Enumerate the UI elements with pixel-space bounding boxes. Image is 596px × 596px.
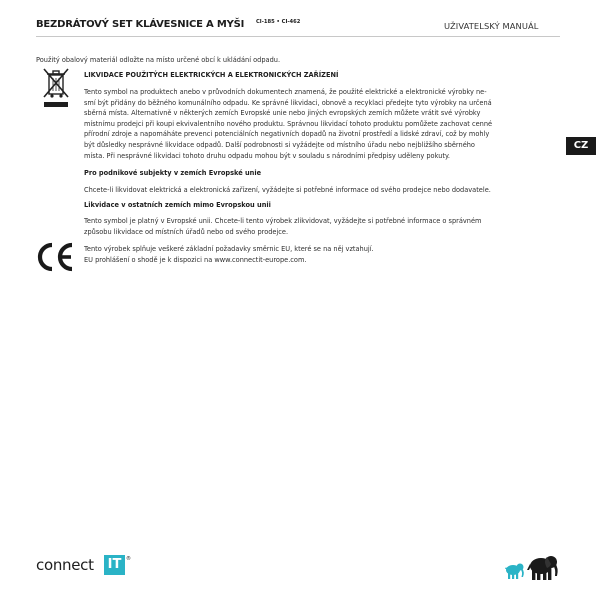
paragraph-line: místa. Při nesprávné likvidaci tohoto druhu odpadu mohou být v souladu s národními předpisy uděleny pokuty. <box>84 151 451 160</box>
elephant-mascot-icon <box>503 552 561 586</box>
paragraph-line: místnímu prodejci při koupi ekvivalentního nového produktu. Správnou likvidací tohoto produktu pomůžete zachovat cenné <box>84 119 493 128</box>
paragraph-line: Tento symbol je platný v Evropské unii. Chcete-li tento výrobek zlikvidovat, vyžádejte si potřebné informace o správném <box>84 217 482 225</box>
weee-crossed-bin-icon <box>40 66 72 114</box>
paragraph-line: přírodní zdroje a napomáháte prevenci potenciálních negativních dopadů na životní prostředí a lidské zdraví, což by mohly <box>84 130 490 139</box>
disposal-paragraph <box>84 87 560 161</box>
disposal-heading: LIKVIDACE POUŽITÝCH ELEKTRICKÝCH A ELEKTRONICKÝCH ZAŘÍZENÍ <box>84 71 339 79</box>
manual-label: UŽIVATELSKÝ MANUÁL <box>444 21 539 31</box>
registered-mark: ® <box>126 556 131 562</box>
header-divider <box>36 36 560 37</box>
paragraph-line: smí být přidány do běžného komunálního odpadu. Ke správné likvidaci, obnově a recyklaci předejte tyto výrobky na určená <box>84 98 492 107</box>
intro-text: Použitý obalový materiál odložte na místo určené obcí k ukládání odpadu. <box>36 56 281 64</box>
brand-logo-box: IT <box>104 555 125 575</box>
paragraph-line: Tento symbol na produktech anebo v průvodních dokumentech znamená, že použité elektrické a elektronické výrobky ne- <box>84 88 487 96</box>
paragraph-line: Tento výrobek splňuje veškeré základní požadavky směrnic EU, které se na něj vztahují. <box>84 245 374 253</box>
business-heading: Pro podnikové subjekty v zemích Evropské unie <box>84 169 262 177</box>
document-title: BEZDRÁTOVÝ SET KLÁVESNICE A MYŠI <box>36 19 245 30</box>
paragraph-line: EU prohlášení o shodě je k dispozici na www.connectit-europe.com. <box>84 255 307 264</box>
language-tab: CZ <box>566 137 596 155</box>
paragraph-line: sběrná místa. Alternativně v některých zemích Evropské unie nebo jiných evropských zemích můžete vrátit své výrobky <box>84 109 481 118</box>
outside-eu-heading: Likvidace v ostatních zemích mimo Evropskou unii <box>84 201 271 209</box>
paragraph-line: způsobu likvidace od místních úřadů nebo od svého prodejce. <box>84 227 289 236</box>
business-text: Chcete-li likvidovat elektrická a elektronická zařízení, vyžádejte si potřebné informace od svého prodejce nebo dodavatele. <box>84 186 491 194</box>
paragraph-line: být důsledky nesprávné likvidace odpadů. Další podrobnosti si vyžádejte od místního úřadu nebo nejbližšího sběrného <box>84 140 475 149</box>
model-codes: CI-185 • CI-462 <box>256 19 301 25</box>
ce-paragraph <box>84 244 560 265</box>
outside-eu-paragraph <box>84 216 560 237</box>
ce-mark-icon <box>35 240 77 278</box>
brand-logo-text: connect <box>36 556 94 574</box>
